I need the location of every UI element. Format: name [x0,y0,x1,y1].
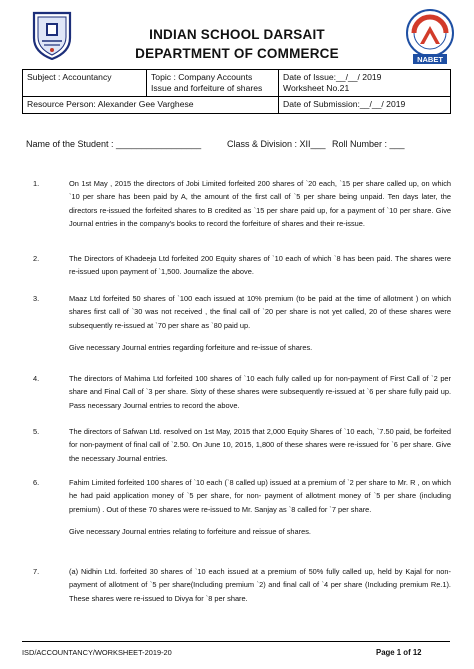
question-instruction: Give necessary Journal entries regarding forfeiture and re-issue of shares. [69,342,313,352]
nabet-text: NABET [417,55,443,64]
department-title: DEPARTMENT OF COMMERCE [135,46,339,61]
student-name-label: Name of the Student : _________________ [26,139,202,149]
question-text: (a) Nidhin Ltd. forfeited 30 shares of `10 each issued at a premium of 50% fully called up, held by Kajal for non-payment of allotment of `5 per share(Including premium `2) and final call of `4 per share (Including premium Re.1). These shares were re-issued to Divya for `8 per share. [69,567,451,603]
roll-number-label: Roll Number : ___ [332,139,405,149]
question-text: On 1st May , 2015 the directors of Jobi Limited forfeited 200 shares of `20 each, `15 per share called up, on which `10 per share has been paid by A, the amount of the first call of `5 per share being unpaid. Ten days later, the directors re-issued the forfeited shares to B credited as `15 per share paid up, for a payment of `10 per share. Give Journal entries in the company's books to record the forfeiture of shares and their re-issue. [69,179,451,228]
date-of-issue: Date of Issue:__/__/ 2019 [283,72,382,82]
resource-person-cell: Resource Person: Alexander Gee Varghese [23,97,279,113]
footer-document-code: ISD/ACCOUNTANCY/WORKSHEET-2019-20 [22,648,172,657]
question-number: 2. [33,254,40,263]
topic-cell: Topic : Company Accounts Issue and forfeiture of shares [147,70,279,97]
class-division-label: Class & Division : XII___ [227,139,326,149]
question-number: 1. [33,179,40,188]
question-number: 4. [33,374,40,383]
question-number: 3. [33,294,40,303]
question-text: Maaz Ltd forfeited 50 shares of `100 each issued at 10% premium (to be paid at the time of allotment ) on which shares first call of `30 was not received , the final call of `20 per share is not yet called, 20 of these shares were subsequently re-issued at `70 per share as `80 paid up. [69,294,451,330]
footer-page-number: Page 1 of 12 [376,648,422,657]
school-title: INDIAN SCHOOL DARSAIT [149,27,325,42]
question-text: The directors of Safwan Ltd. resolved on 1st May, 2015 that 2,000 Equity Shares of `10 each, `7.50 paid, be forfeited for non-payment of final call of `2.50. On June 10, 2015, 1,800 of these shares were re-issued for `6 per share. Give the necessary Journal entries. [69,427,451,463]
question-text: The directors of Mahima Ltd forfeited 100 shares of `10 each fully called up for non-payment of First Call of `2 per share and Final Call of `3 per share. Sixty of these shares were subsequently re-issued at `6 per share fully paid up. Pass necessary Journal entries to record the above. [69,374,451,410]
question-number: 7. [33,567,40,576]
worksheet-info-table [22,69,451,114]
worksheet-number: Worksheet No.21 [283,83,350,94]
date-of-submission-cell: Date of Submission:__/__/ 2019 [279,97,451,113]
question-text: Fahim Limited forfeited 100 shares of `10 each (`8 called up) issued at a premium of `2 per share to Mr. R , on which he had paid application money of `5 per share, for non- payment of allotment money of `5 per share (including premium) . Out of these 70 shares were re-issued to Mr. Sanjay as `8 called for `7 per share. [69,478,451,514]
question-number: 5. [33,427,40,436]
subject-cell: Subject : Accountancy [23,70,147,97]
question-instruction: Give necessary Journal entries relating to forfeiture and reissue of shares. [69,526,311,536]
question-number: 6. [33,478,40,487]
footer-divider [22,641,450,642]
question-text: The Directors of Khadeeja Ltd forfeited 200 Equity shares of `10 each of which `8 has been paid. The shares were re-issued upon payment of `1,500. Journalize the above. [69,254,451,277]
issue-cell [279,70,451,97]
